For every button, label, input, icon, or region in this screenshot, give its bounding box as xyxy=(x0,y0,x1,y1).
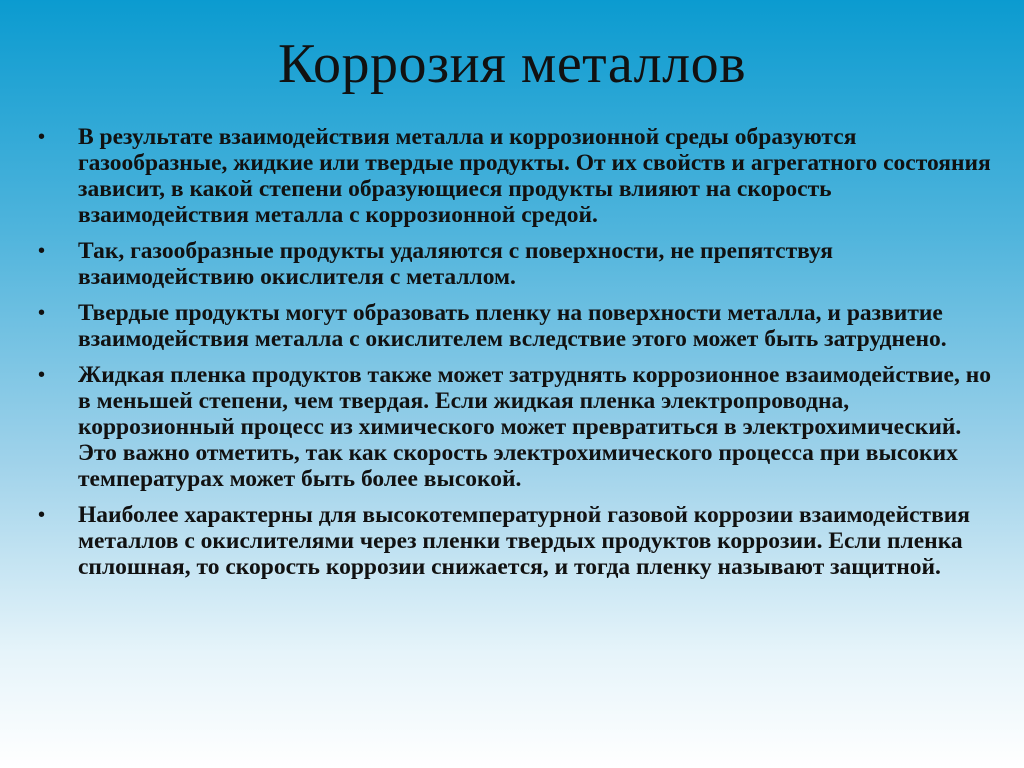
bullet-text: Наиболее характерны для высокотемпературной газовой коррозии взаимодействия металлов с окислителями через пленки твердых продуктов коррозии. Если пленка сплошная, то скорость коррозии снижается, и тогда пленку называют защитной. xyxy=(78,502,971,580)
slide-title: Коррозия металлов xyxy=(277,33,747,95)
bullet-marker: • xyxy=(38,126,46,148)
bullet-text: Твердые продукты могут образовать пленку на поверхности металла, и развитие взаимодействия металла с окислителем вследствие этого может быть затруднено. xyxy=(78,300,947,352)
bullet-marker: • xyxy=(38,302,46,324)
bullet-marker: • xyxy=(38,364,46,386)
bullet-text: Жидкая пленка продуктов также может затруднять коррозионное взаимодействие, но в меньшей степени, чем твердая. Если жидкая пленка электропроводна, коррозионный процесс из химического может превратиться в электрохимический. Это важно отметить, так как скорость электрохимического процесса при высоких температурах может быть более высокой. xyxy=(78,362,992,492)
bullet-text: В результате взаимодействия металла и коррозионной среды образуются газообразные, жидкие или твердые продукты. От их свойств и агрегатного состояния зависит, в какой степени образующиеся продукты влияют на скорость взаимодействия металла с коррозионной средой. xyxy=(78,124,991,228)
bullet-marker: • xyxy=(38,504,46,526)
bullet-item xyxy=(38,502,998,580)
bullet-item xyxy=(38,124,998,228)
bullet-list xyxy=(38,124,998,590)
bullet-item xyxy=(38,238,998,290)
bullet-text: Так, газообразные продукты удаляются с поверхности, не препятствуя взаимодействию окислителя с металлом. xyxy=(78,238,833,290)
bullet-marker: • xyxy=(38,240,46,262)
bullet-item xyxy=(38,362,998,492)
bullet-item xyxy=(38,300,998,352)
